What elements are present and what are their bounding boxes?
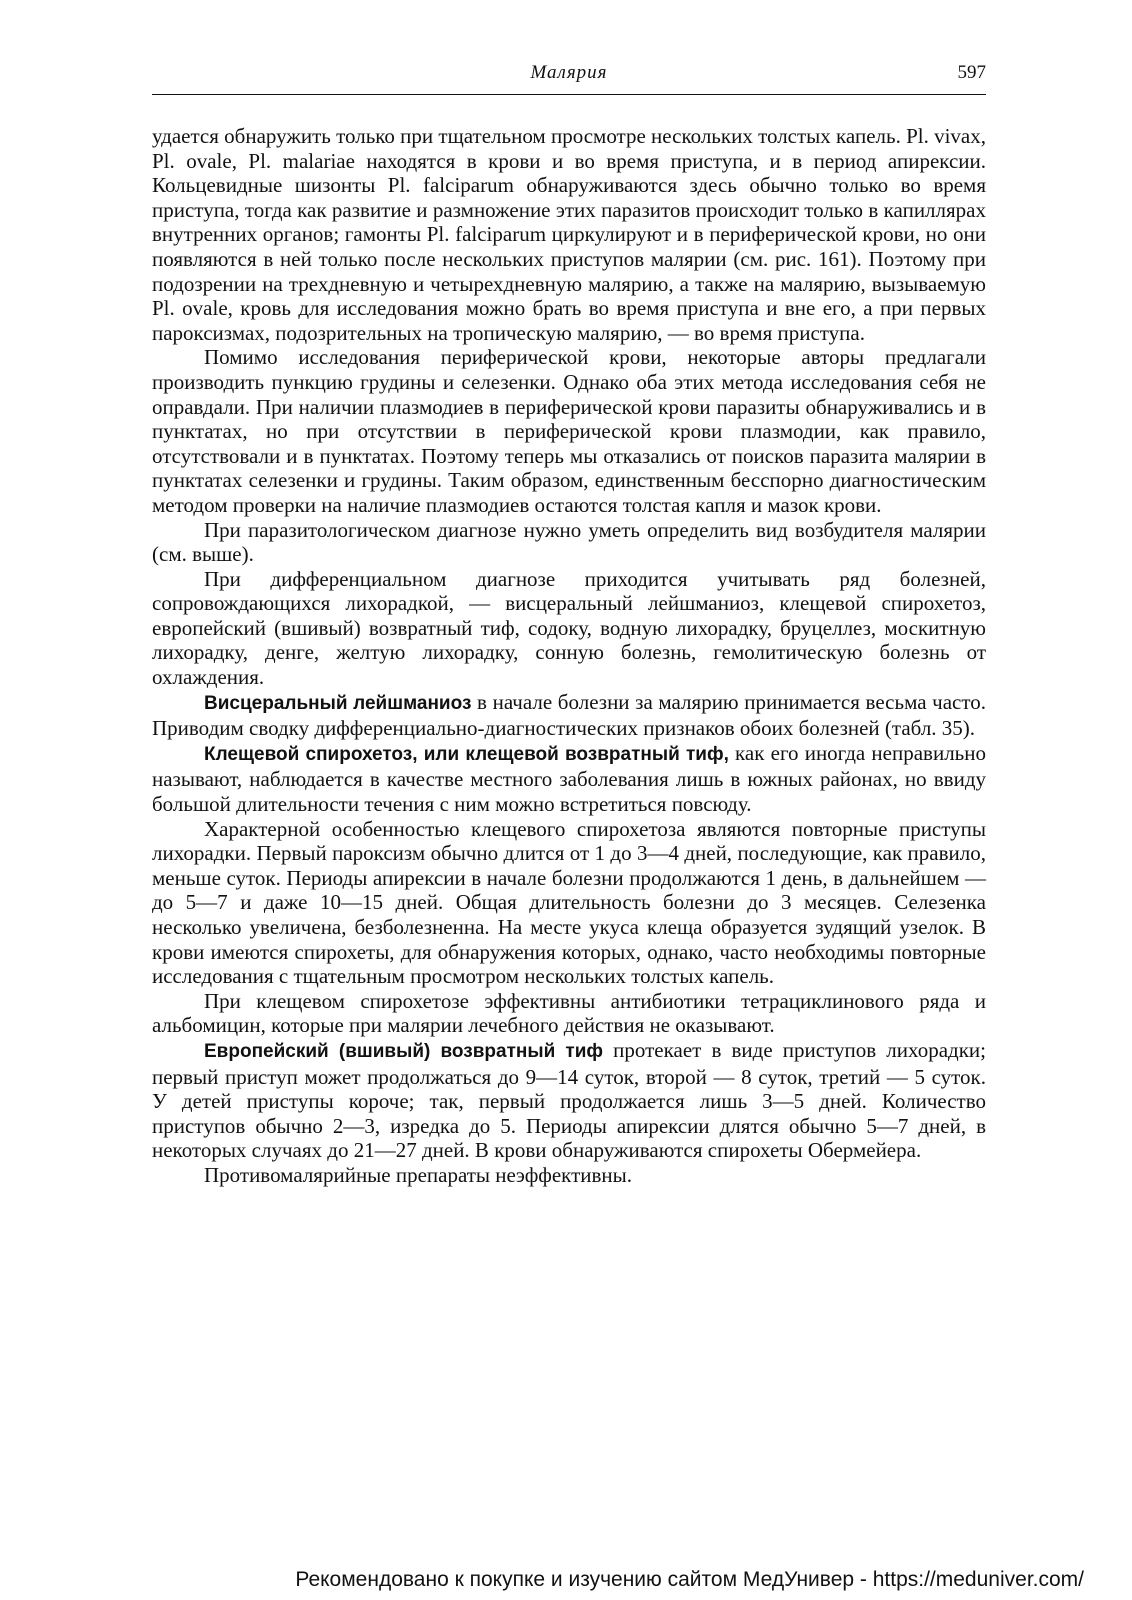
paragraph-text: в начале болезни за малярию принимается весьма часто. Приводим сводку дифференциально-диагностических признаков обоих болезней (табл. 35). xyxy=(152,689,987,741)
paragraph-lead-term: Европейский (вшивый) возвратный тиф xyxy=(204,1040,604,1062)
paragraph-text: удается обнаружить только при тщательном просмотре нескольких толстых капель. Pl. vivax, Pl. ovale, Pl. malariae находятся в крови и во время приступа, и в период апирексии. Кольцевидные шизонты Pl. falciparum обнаруживаются здесь обычно только во время приступа, тогда как развитие и размножение этих паразитов происходит только в капиллярах внутренних органов; гамонты Pl. falciparum циркулируют и в периферической крови, но они появляются в ней только после нескольких приступов малярии (см. рис. 161). Поэтому при подозрении на трехдневную и четырехдневную малярию, а также на малярию, вызываемую Pl. ovale, кровь для исследования можно брать во время приступа и вне его, а при первых пароксизмах, подозрительных на тропическую малярию, — во время приступа. xyxy=(152,124,986,345)
book-page xyxy=(152,0,986,1600)
paragraph xyxy=(152,690,986,741)
paragraph xyxy=(152,741,986,817)
footer-watermark xyxy=(0,1568,1132,1594)
paragraph-text: протекает в виде приступов лихорадки; первый приступ может продолжаться до 9—14 суток, второй — 8 суток, третий — 5 суток. У детей приступы короче; так, первый продолжается лишь 3—5 дней. Количество приступов обычно 2—3, изредка до 5. Периоды апирексии длятся обычно 5—7 дней, в некоторых случаях до 21—27 дней. В крови обнаруживаются спирохеты Обермейера. xyxy=(152,1037,986,1163)
page-number: 597 xyxy=(957,62,986,83)
footer-text: Рекомендовано к покупке и изучению сайтом МедУнивер - https://meduniver.com/ xyxy=(295,1568,1084,1591)
paragraph-text: При дифференциальном диагнозе приходится учитывать ряд болезней, сопровождающихся лихорадкой, — висцеральный лейшманиоз, клещевой спирохетоз, европейский (вшивый) возвратный тиф, содоку, водную лихорадку, бруцеллез, москитную лихорадку, денге, желтую лихорадку, сонную болезнь, гемолитическую болезнь от охлаждения. xyxy=(152,566,986,690)
running-title: Малярия xyxy=(530,62,608,83)
paragraph xyxy=(152,1163,986,1188)
paragraph xyxy=(152,345,986,517)
paragraph xyxy=(152,567,986,690)
paragraph xyxy=(152,989,986,1038)
header-rule xyxy=(152,94,986,95)
running-head xyxy=(152,62,986,88)
paragraph-text: При клещевом спирохетозе эффективны антибиотики тетрациклинового ряда и альбомицин, которые при малярии лечебного действия не оказывают. xyxy=(152,988,986,1038)
paragraph xyxy=(152,1038,986,1163)
paragraph-lead-term: Висцеральный лейшманиоз xyxy=(204,692,472,714)
paragraph xyxy=(152,518,986,567)
paragraph-text: Противомалярийные препараты неэффективны. xyxy=(204,1162,633,1187)
paragraph xyxy=(152,124,986,345)
paragraph-text: Характерной особенностью клещевого спирохетоза являются повторные приступы лихорадки. Первый пароксизм обычно длится от 1 до 3—4 дней, последующие, как правило, меньше суток. Периоды апирексии в начале болезни продолжаются 1 день, в дальнейшем — до 5—7 и даже 10—15 дней. Общая длительность болезни до 3 месяцев. Селезенка несколько увеличена, безболезненна. На месте укуса клеща образуется зудящий узелок. В крови имеются спирохеты, для обнаружения которых, однако, часто необходимы повторные исследования с тщательным просмотром нескольких толстых капель. xyxy=(152,816,986,989)
paragraph-text: как его иногда неправильно называют, наблюдается в качестве местного заболевания лишь в южных районах, но ввиду большой длительности течения с ним можно встретиться повсюду. xyxy=(152,740,986,817)
paragraph-text: При паразитологическом диагнозе нужно уметь определить вид возбудителя малярии (см. выше). xyxy=(152,517,986,567)
paragraph-lead-term: Клещевой спирохетоз, или клещевой возвратный тиф, xyxy=(204,743,729,765)
paragraph xyxy=(152,817,986,989)
paragraph-text: Помимо исследования периферической крови, некоторые авторы предлагали производить пункцию грудины и селезенки. Однако оба этих метода исследования себя не оправдали. При наличии плазмодиев в периферической крови паразиты обнаруживались и в пунктатах, но при отсутствии в периферической крови плазмодии, как правило, отсутствовали и в пунктатах. Поэтому теперь мы отказались от поисков паразита малярии в пунктатах селезенки и грудины. Таким образом, единственным бесспорно диагностическим методом проверки на наличие плазмодиев остаются толстая капля и мазок крови. xyxy=(152,345,986,517)
body-text xyxy=(152,124,986,1188)
